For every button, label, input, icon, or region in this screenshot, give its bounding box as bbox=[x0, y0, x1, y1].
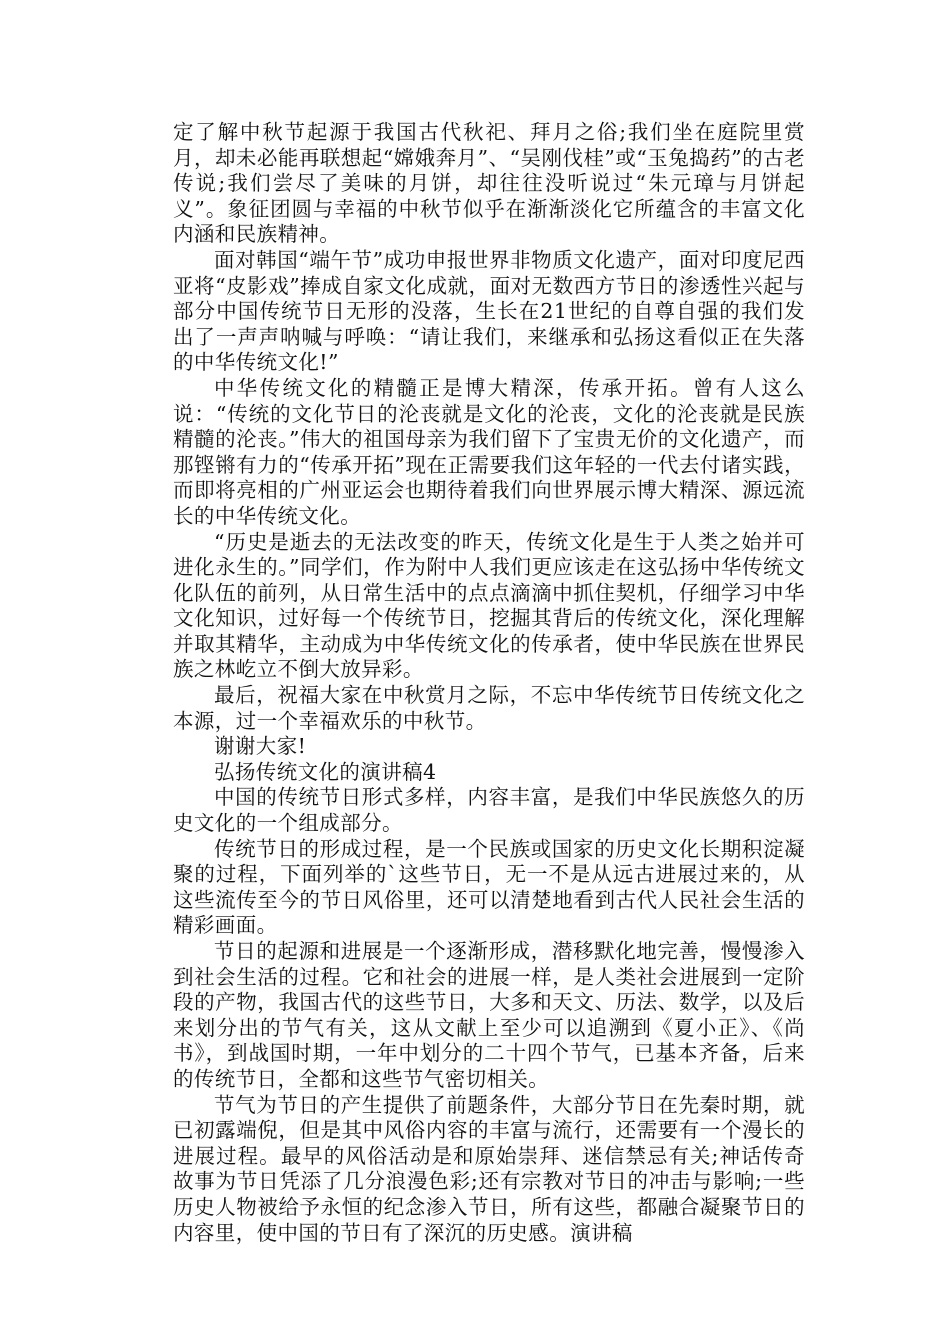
section-heading: 弘扬传统文化的演讲稿4 bbox=[214, 759, 437, 784]
paragraph-5: 最后，祝福大家在中秋赏月之际，不忘中华传统节日传统文化之本源，过一个幸福欢乐的中秋节。 bbox=[173, 683, 805, 733]
paragraph-9: 传统节日的形成过程，是一个民族或国家的历史文化长期积淀凝聚的过程，下面列举的`这些节日，无一不是从远古进展过来的，从这些流传至今的节日风俗里，还可以清楚地看到古代人民社会生活的精彩画面。 bbox=[173, 836, 805, 938]
paragraph-11: 节气为节日的产生提供了前题条件，大部分节日在先秦时期，就已初露端倪，但是其中风俗内容的丰富与流行，还需要有一个漫长的进展过程。最早的风俗活动是和原始崇拜、迷信禁忌有关;神话传奇故事为节日凭添了几分浪漫色彩;还有宗教对节日的冲击与影响;一些历史人物被给予永恒的纪念渗入节日，所有这些，都融合凝聚节日的内容里，使中国的节日有了深沉的历史感。演讲稿 bbox=[173, 1092, 805, 1245]
paragraph-10: 节日的起源和进展是一个逐渐形成，潜移默化地完善，慢慢渗入到社会生活的过程。它和社会的进展一样，是人类社会进展到一定阶段的产物，我国古代的这些节日，大多和天文、历法、数学，以及后来划分出的节气有关，这从文献上至少可以追溯到《夏小正》、《尚书》，到战国时期，一年中划分的二十四个节气，已基本齐备，后来的传统节日，全都和这些节气密切相关。 bbox=[173, 939, 805, 1091]
document-page bbox=[173, 120, 805, 1246]
paragraph-8: 中国的传统节日形式多样，内容丰富，是我们中华民族悠久的历史文化的一个组成部分。 bbox=[173, 785, 805, 836]
paragraph-3: 中华传统文化的精髓正是博大精深，传承开拓。曾有人这么说：“传统的文化节日的沦丧就是文化的沦丧，文化的沦丧就是民族精髓的沦丧。”伟大的祖国母亲为我们留下了宝贵无价的文化遗产，而那铿锵有力的“传承开拓”现在正需要我们这年轻的一代去付诸实践，而即将亮相的广州亚运会也期待着我们向世界展示博大精深、源远流长的中华传统文化。 bbox=[173, 375, 805, 528]
paragraph-2: 面对韩国“端午节”成功申报世界非物质文化遗产，面对印度尼西亚将“皮影戏”捧成自家文化成就，面对无数西方节日的渗透性兴起与部分中国传统节日无形的没落，生长在21世纪的自尊自强的我们发出了一声声呐喊与呼唤：“请让我们，来继承和弘扬这看似正在失落的中华传统文化!” bbox=[173, 247, 805, 375]
paragraph-1: 定了解中秋节起源于我国古代秋祀、拜月之俗;我们坐在庭院里赏月，却未必能再联想起“嫦娥奔月”、“吴刚伐桂”或“玉兔捣药”的古老传说;我们尝尽了美味的月饼，却往往没听说过“朱元璋与月饼起义”。象征团圆与幸福的中秋节似乎在渐渐淡化它所蕴含的丰富文化内涵和民族精神。 bbox=[173, 120, 805, 247]
paragraph-4: “历史是逝去的无法改变的昨天，传统文化是生于人类之始并可进化永生的。”同学们，作为附中人我们更应该走在这弘扬中华传统文化队伍的前列，从日常生活中的点点滴滴中抓住契机，仔细学习中华文化知识，过好每一个传统节日，挖掘其背后的传统文化，深化理解并取其精华，主动成为中华传统文化的传承者，使中华民族在世界民族之林屹立不倒大放异彩。 bbox=[173, 529, 805, 682]
paragraph-6: 谢谢大家! bbox=[214, 734, 307, 759]
